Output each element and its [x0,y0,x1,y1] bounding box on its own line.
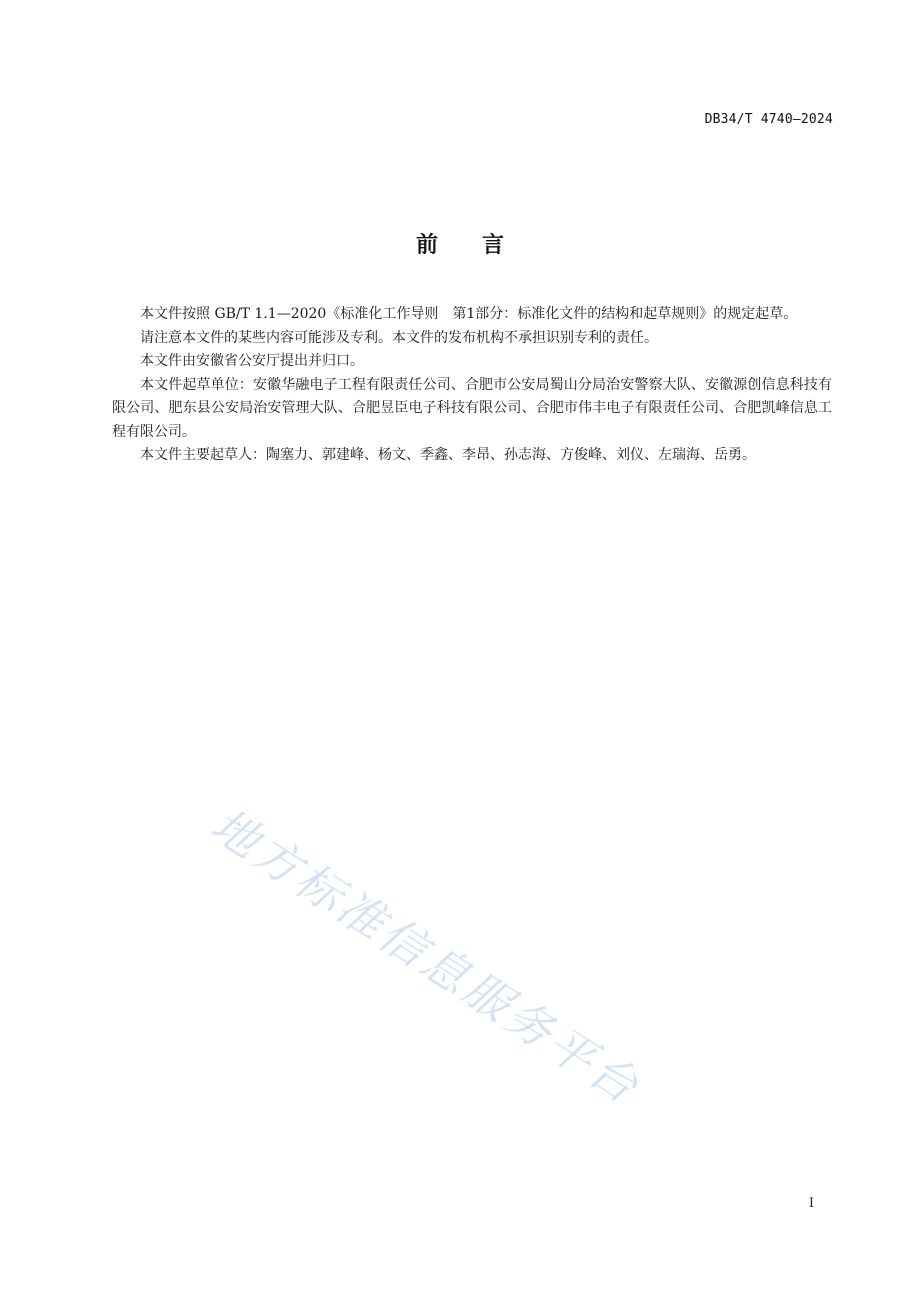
paragraph-drafters: 本文件主要起草人：陶塞力、郭建峰、杨文、季鑫、李昂、孙志海、方俊峰、刘仪、左瑞海、岳勇。 [140,447,756,463]
watermark: 地方标准信息服务平台 [201,797,651,1116]
document-code: DB34/T 4740—2024 [704,112,833,127]
page-title: 前言 [415,233,548,258]
paragraph-drafting-rules: 本文件按照 GB/T 1.1—2020《标准化工作导则 第1部分：标准化文件的结构和起草规则》的规定起草。 [140,306,798,322]
foreword-body [112,303,832,468]
paragraph-proposer: 本文件由安徽省公安厅提出并归口。 [140,353,364,369]
page-number: I [808,1196,814,1211]
paragraph-drafting-units: 本文件起草单位：安徽华融电子工程有限责任公司、合肥市公安局蜀山分局治安警察大队、安徽源创信息科技有限公司、肥东县公安局治安管理大队、合肥昱臣电子科技有限公司、合肥市伟丰电子有限责任公司、合肥凯峰信息工程有限公司。 [112,376,832,440]
paragraph-patent-notice: 请注意本文件的某些内容可能涉及专利。本文件的发布机构不承担识别专利的责任。 [140,329,658,346]
